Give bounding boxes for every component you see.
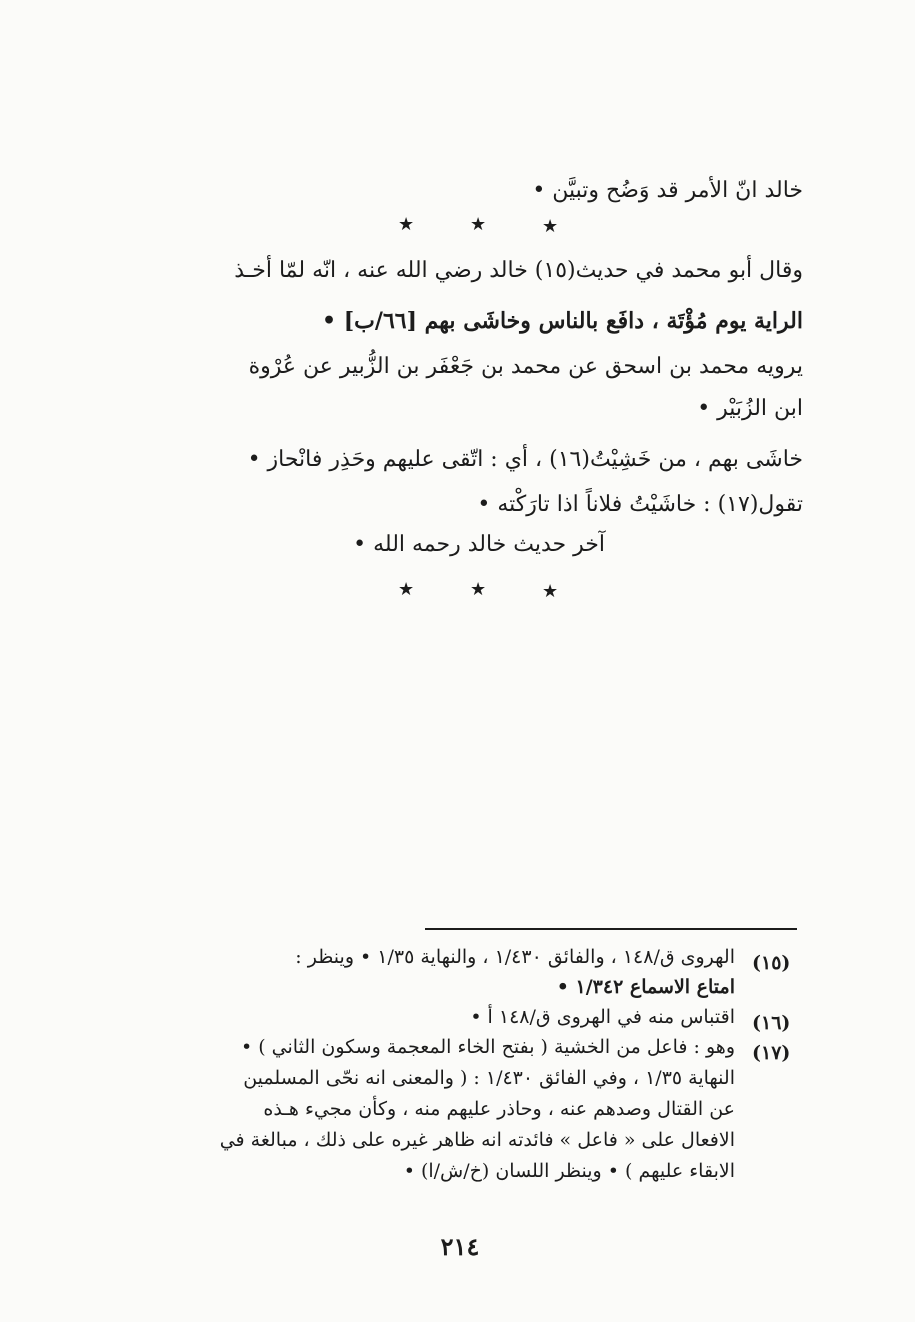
body-line-8: آخر حديث خالد رحمه الله • xyxy=(353,532,605,557)
footnote-line: وهو : فاعل من الخشية ( بفتح الخاء المعجمة وسكون الثاني ) • xyxy=(240,1036,735,1058)
body-line-7: تقول(١٧) : خاشَيْتُ فلاناً اذا تارَكْته • xyxy=(477,492,803,517)
body-line-6: خاشَى بهم ، من خَشِيْتُ(١٦) ، أي : اتّقى عليهم وحَذِر فانْحاز • xyxy=(247,447,803,472)
star-ornament-icon: ★ xyxy=(470,579,487,600)
footnote-line: امتاع الاسماع ١/٣٤٢ • xyxy=(556,976,735,998)
footnote-line: الهروى ق/١٤٨ ، والفائق ١/٤٣٠ ، والنهاية ١/٣٥ • وينظر : xyxy=(295,946,735,968)
body-line-1: خالد انّ الأمر قد وَضُح وتبيَّن • xyxy=(532,178,803,203)
star-ornament-icon: ★ xyxy=(398,214,415,235)
footnote-number: (١٥) xyxy=(752,952,791,974)
body-line-5: ابن الزُبَيْر • xyxy=(697,396,803,421)
footnote-line: الافعال على « فاعل » فائدته انه ظاهر غيره على ذلك ، مبالغة في xyxy=(219,1129,735,1151)
page-number: ٢١٤ xyxy=(440,1232,480,1261)
footnote-line: النهاية ١/٣٥ ، وفي الفائق ١/٤٣٠ : ( والمعنى انه نحّى المسلمين xyxy=(243,1067,735,1089)
footnote-line: الابقاء عليهم ) • وينظر اللسان (خ/ش/ا) • xyxy=(403,1160,735,1182)
footnote-number: (١٧) xyxy=(752,1042,791,1064)
star-ornament-icon: ★ xyxy=(398,579,415,600)
footnote-rule xyxy=(425,928,797,930)
footnote-line: اقتباس منه في الهروى ق/١٤٨ أ • xyxy=(470,1006,735,1028)
footnote-line: عن القتال وصدهم عنه ، وحاذر عليهم منه ، وكأن مجيء هـذه xyxy=(263,1098,735,1120)
star-ornament-icon: ★ xyxy=(470,214,487,235)
star-ornament-icon: ★ xyxy=(542,581,559,602)
body-line-2: وقال أبو محمد في حديث(١٥) خالد رضي الله عنه ، انّه لمّا أخـذ xyxy=(234,258,803,283)
body-line-3: الراية يوم مُؤْتَة ، دافَع بالناس وخاشَى بهم [٦٦/ب] • xyxy=(322,308,803,334)
body-line-4: يرويه محمد بن اسحق عن محمد بن جَعْفَر بن الزُّبير عن عُرْوة xyxy=(248,354,803,379)
star-ornament-icon: ★ xyxy=(542,216,559,237)
footnote-number: (١٦) xyxy=(752,1012,791,1034)
